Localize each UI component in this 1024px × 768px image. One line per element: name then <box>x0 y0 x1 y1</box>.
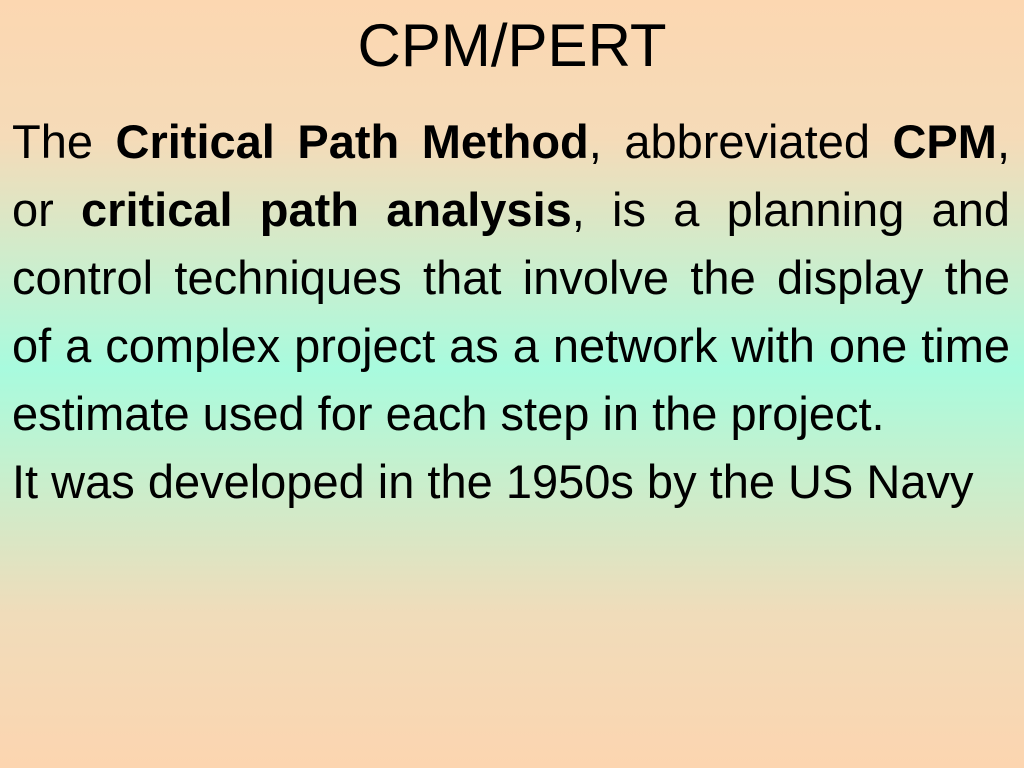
definition-text-4: , is a planning and control techniques that involve the display the of a complex project as a network with one time estimate used for each step in the project. <box>12 183 1010 440</box>
term-cpm: CPM <box>892 115 997 168</box>
history-paragraph: It was developed in the 1950s by the US Navy <box>12 455 974 508</box>
term-critical-path-method: Critical Path Method <box>115 115 589 168</box>
definition-paragraph <box>12 108 1010 448</box>
slide-body <box>12 108 1010 516</box>
slide-title: CPM/PERT <box>357 12 667 79</box>
definition-text-3: , or <box>12 115 1010 236</box>
term-critical-path-analysis: critical path analysis <box>81 183 572 236</box>
definition-text-1: The <box>12 115 116 168</box>
definition-text-2: , abbreviated <box>588 115 893 168</box>
